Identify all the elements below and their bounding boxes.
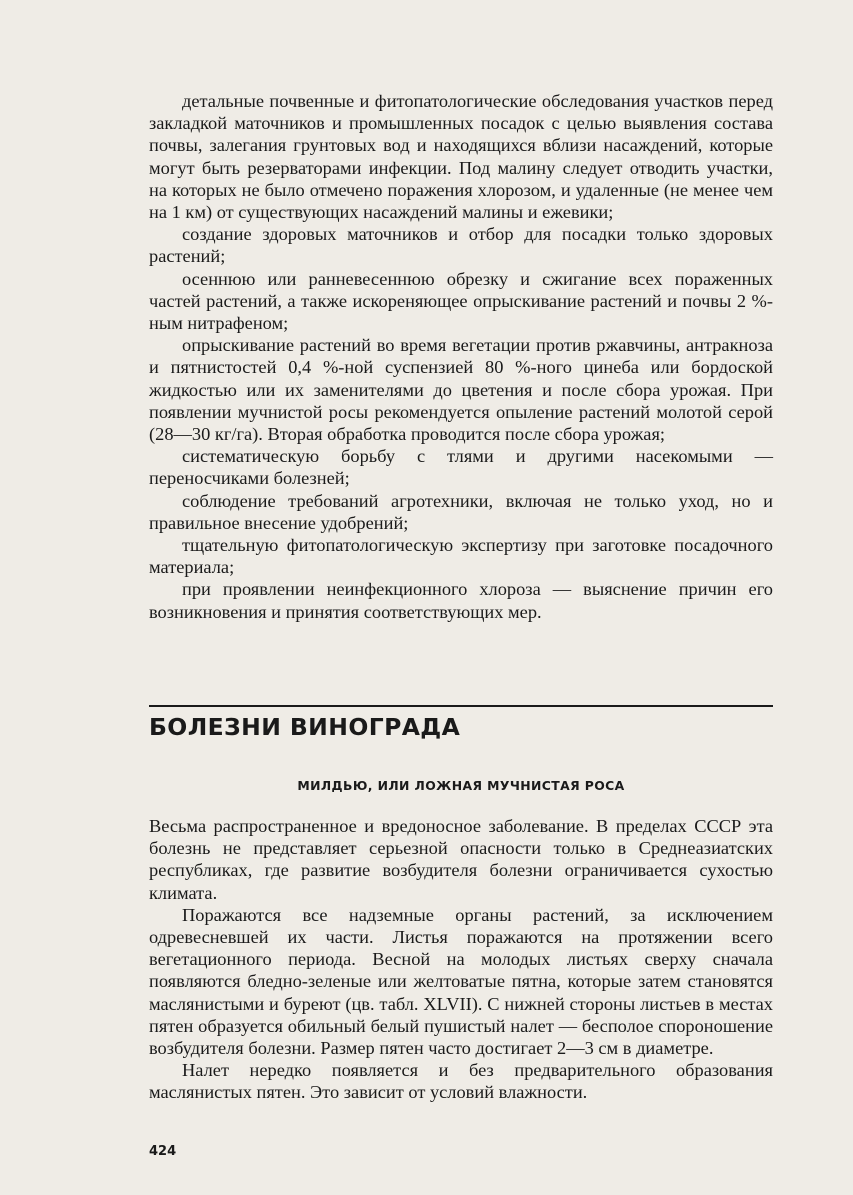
list-item: при проявлении неинфекционного хлороза — выяснение причин его возникновения и принятия соответствующих мер. (149, 579, 773, 622)
section-title: БОЛЕЗНИ ВИНОГРАДА (149, 713, 461, 741)
subsection-title: МИЛДЬЮ, ИЛИ ЛОЖНАЯ МУЧНИСТАЯ РОСА (297, 778, 625, 793)
list-item: осеннюю или ранневесеннюю обрезку и сжигание всех пораженных частей растений, а также искореняющее опрыскивание растений и почвы 2 %-ным нитрафеном; (149, 268, 773, 334)
list-item: тщательную фитопатологическую экспертизу при заготовке посадочного материала; (149, 535, 773, 578)
page-number: 424 (149, 1144, 177, 1159)
paragraph: Налет нередко появляется и без предварительного образования маслянистых пятен. Это зависит от условий влажности. (149, 1060, 773, 1103)
list-item: систематическую борьбу с тлями и другими насекомыми — переносчиками болезней; (149, 446, 773, 489)
list-item: создание здоровых маточников и отбор для посадки только здоровых растений; (149, 224, 773, 267)
list-item: детальные почвенные и фитопатологические обследования участков перед закладкой маточников и промышленных посадок с целью выявления состава почвы, залегания грунтовых вод и находящихся вблизи насаждений, которые могут быть резерваторами инфекции. Под малину следует отводить участки, на которых не было отмечено поражения хлорозом, и удаленные (не менее чем на 1 км) от существующих насаждений малины и ежевики; (149, 91, 773, 223)
list-item: опрыскивание растений во время вегетации против ржавчины, антракноза и пятнистостей 0,4 %-ной суспензией 80 %-ного цинеба или бордоской жидкостью или их заменителями до цветения и после сбора урожая. При появлении мучнистой росы рекомендуется опыление растений молотой серой (28—30 кг/га). Вторая обработка проводится после сбора урожая; (149, 335, 773, 445)
article-body (149, 815, 773, 1104)
section-divider (149, 705, 773, 707)
list-item: соблюдение требований агротехники, включая не только уход, но и правильное внесение удобрений; (149, 490, 773, 533)
paragraph: Весьма распространенное и вредоносное заболевание. В пределах СССР эта болезнь не представляет серьезной опасности только в Среднеазиатских республиках, где развитие возбудителя болезни ограничивается сухостью климата. (149, 816, 773, 903)
paragraph: Поражаются все надземные органы растений, за исключением одревесневшей их части. Листья поражаются на протяжении всего вегетационного периода. Весной на молодых листьях сверху сначала появляются бледно-зеленые или желтоватые пятна, которые затем становятся маслянистыми и буреют (цв. табл. XLVII). С нижней стороны листьев в местах пятен образуется обильный белый пушистый налет — бесполое спороношение возбудителя болезни. Размер пятен часто достигает 2—3 см в диаметре. (149, 904, 773, 1059)
measures-list (149, 90, 773, 623)
